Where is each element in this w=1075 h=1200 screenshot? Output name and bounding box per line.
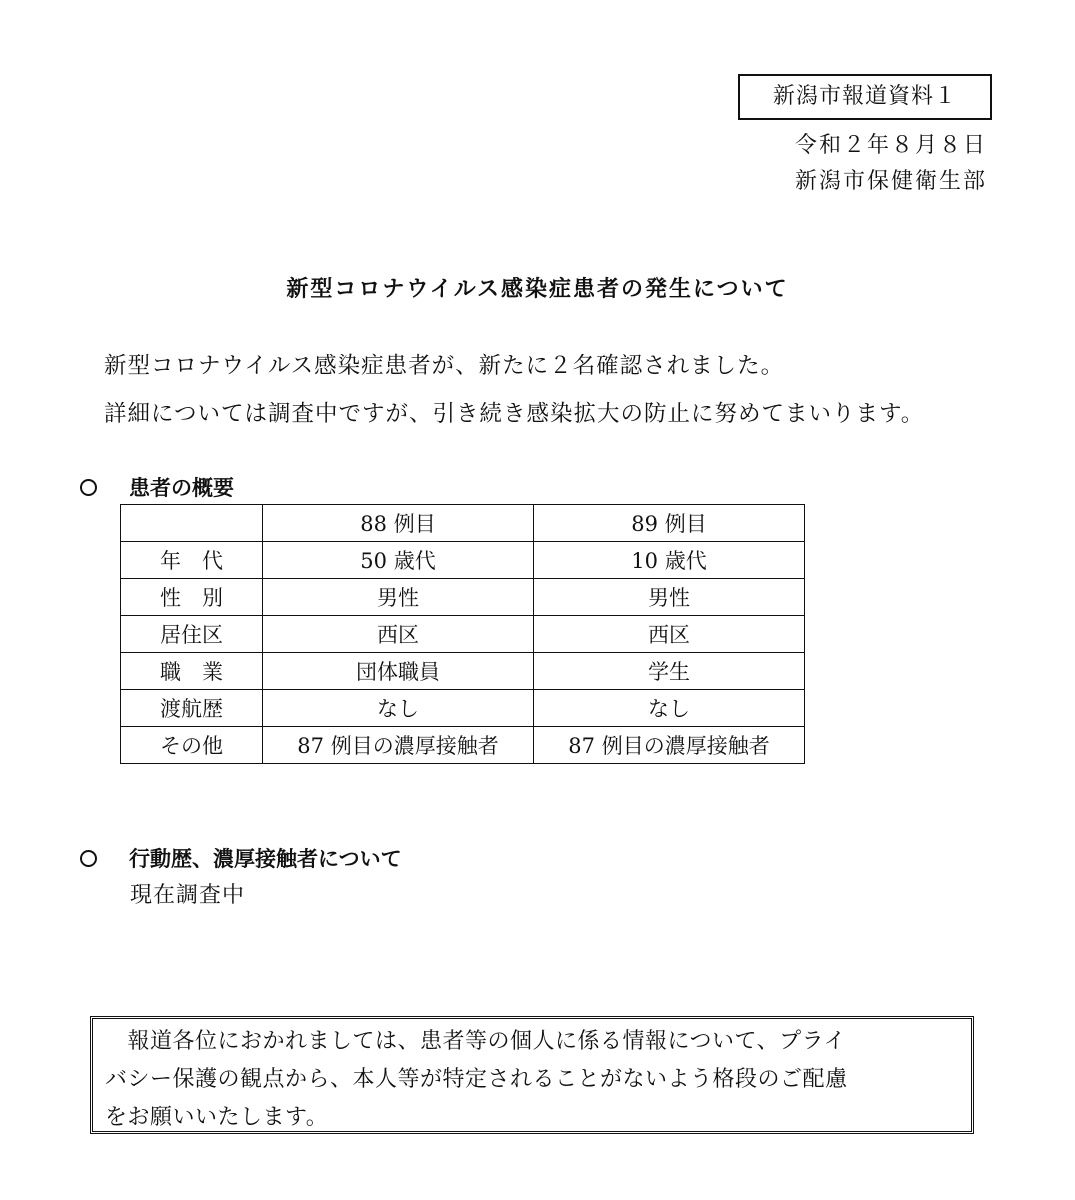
- investigation-status: 現在調査中: [130, 883, 246, 908]
- press-release-label: 新潟市報道資料１: [738, 74, 992, 120]
- notice-line: をお願いいたします。: [105, 1105, 329, 1130]
- table-cell: 男性: [534, 579, 805, 616]
- table-header-row: [121, 505, 805, 542]
- table-cell: なし: [263, 690, 534, 727]
- table-row: [121, 616, 805, 653]
- row-label-cell: 居住区: [121, 616, 263, 653]
- row-label-cell: 職 業: [121, 653, 263, 690]
- table-cell: 西区: [263, 616, 534, 653]
- table-cell: なし: [534, 690, 805, 727]
- table-cell: 団体職員: [263, 653, 534, 690]
- release-date: 令和２年８月８日: [794, 133, 987, 158]
- table-cell: 10 歳代: [534, 542, 805, 579]
- table-cell: 学生: [534, 653, 805, 690]
- department-name: 新潟市保健衛生部: [794, 169, 987, 194]
- table-header-cell: 88 例目: [263, 505, 534, 542]
- circle-bullet-icon: [80, 850, 97, 867]
- row-label-cell: 渡航歴: [121, 690, 263, 727]
- intro-paragraph-2: 詳細については調査中ですが、引き続き感染拡大の防止に努めてまいります。: [104, 401, 925, 427]
- row-label-cell: 性 別: [121, 579, 263, 616]
- table-row: [121, 542, 805, 579]
- section-heading-text: 患者の概要: [129, 476, 234, 500]
- table-row: [121, 653, 805, 690]
- notice-line: 報道各位におかれましては、患者等の個人に係る情報について、プライ: [105, 1029, 846, 1054]
- patient-summary-table: [120, 504, 805, 764]
- table-row: [121, 727, 805, 764]
- table-cell: 50 歳代: [263, 542, 534, 579]
- row-label-cell: 年 代: [121, 542, 263, 579]
- table-cell: 西区: [534, 616, 805, 653]
- row-label-cell: その他: [121, 727, 263, 764]
- press-notice-box: [90, 1016, 974, 1134]
- table-cell: 男性: [263, 579, 534, 616]
- table-row: [121, 579, 805, 616]
- table-cell: 87 例目の濃厚接触者: [263, 727, 534, 764]
- table-row: [121, 690, 805, 727]
- table-cell: [121, 505, 263, 542]
- circle-bullet-icon: [80, 479, 97, 496]
- section-heading-activity-history: [80, 843, 402, 873]
- document-title: 新型コロナウイルス感染症患者の発生について: [286, 277, 789, 302]
- notice-line: バシー保護の観点から、本人等が特定されることがないよう格段のご配慮: [105, 1067, 848, 1092]
- section-heading-patient-summary: [80, 472, 234, 502]
- table-header-cell: 89 例目: [534, 505, 805, 542]
- table-cell: 87 例目の濃厚接触者: [534, 727, 805, 764]
- section-heading-text: 行動歴、濃厚接触者について: [129, 847, 402, 871]
- intro-paragraph-1: 新型コロナウイルス感染症患者が、新たに２名確認されました。: [104, 353, 785, 379]
